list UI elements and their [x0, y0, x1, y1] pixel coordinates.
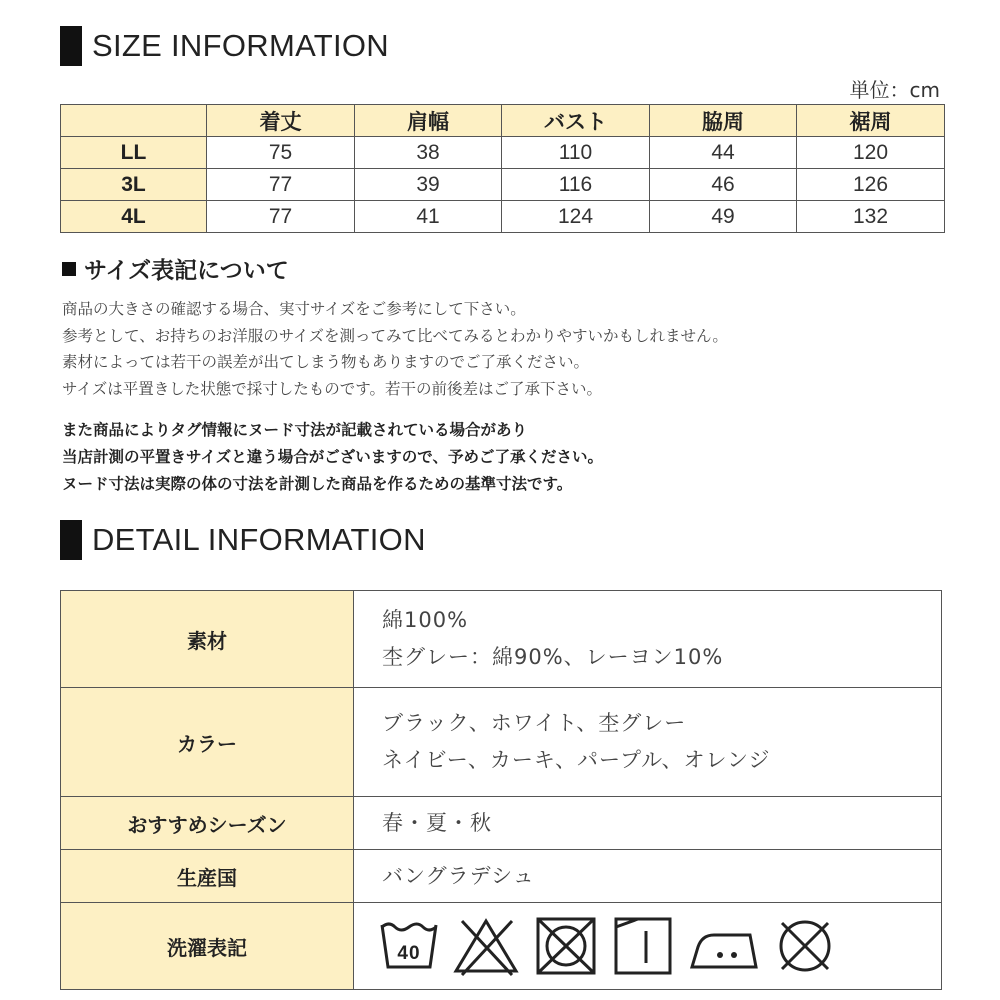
note-line: 素材によっては若干の誤差が出てしまう物もありますのでご了承ください。 [62, 353, 590, 371]
detail-table [60, 590, 942, 990]
about-size-heading [62, 252, 289, 285]
table-cell: 38 [355, 137, 502, 169]
detail-row-color [61, 688, 942, 797]
detail-value-line: 綿100% [382, 608, 469, 632]
table-cell: 77 [207, 201, 355, 233]
detail-row-season [61, 797, 942, 850]
no-bleach-icon [450, 913, 522, 979]
no-dry-clean-icon [772, 913, 838, 979]
note-line: 商品の大きさの確認する場合、実寸サイズをご参考にして下さい。 [62, 300, 526, 318]
table-row [61, 137, 945, 169]
table-cell: 46 [650, 169, 797, 201]
size-table-header-hem: 裾周 [797, 105, 945, 137]
detail-value [354, 850, 942, 903]
size-table [60, 104, 945, 233]
size-notes [62, 296, 728, 402]
size-table-header-armhole: 脇周 [650, 105, 797, 137]
table-cell: 49 [650, 201, 797, 233]
detail-value [354, 797, 942, 850]
table-row [61, 201, 945, 233]
bold-note-line: ヌード寸法は実際の体の寸法を計測した商品を作るための基準寸法です。 [62, 475, 573, 493]
iron-low-icon [684, 913, 764, 979]
detail-value [354, 688, 942, 797]
table-cell: 39 [355, 169, 502, 201]
detail-row-care [61, 903, 942, 990]
size-section-heading [60, 26, 389, 66]
table-cell: 124 [502, 201, 650, 233]
heading-bar [60, 26, 82, 66]
detail-section-title: DETAIL INFORMATION [92, 522, 426, 557]
size-notes-bold [62, 417, 603, 498]
size-table-header-row [61, 105, 945, 137]
square-bullet-icon [62, 262, 76, 276]
table-cell: 120 [797, 137, 945, 169]
size-table-header-shoulder: 肩幅 [355, 105, 502, 137]
detail-section-heading [60, 520, 426, 560]
detail-label: 洗濯表記 [61, 903, 354, 990]
table-cell: 77 [207, 169, 355, 201]
table-cell: 75 [207, 137, 355, 169]
detail-value-line: ネイビー、カーキ、パープル、オレンジ [382, 748, 771, 772]
table-cell: 116 [502, 169, 650, 201]
care-icons [376, 913, 941, 979]
size-label: 4L [61, 201, 207, 233]
size-table-header-bust: バスト [502, 105, 650, 137]
detail-row-country [61, 850, 942, 903]
line-dry-icon [610, 913, 676, 979]
detail-value-line: 春・夏・秋 [382, 810, 492, 835]
detail-value [354, 591, 942, 688]
about-size-title: サイズ表記について [84, 258, 289, 284]
note-line: サイズは平置きした状態で採寸したものです。若干の前後差はご了承下さい。 [62, 379, 603, 398]
table-cell: 44 [650, 137, 797, 169]
table-cell: 132 [797, 201, 945, 233]
detail-row-material [61, 591, 942, 688]
wash-temp-label: 40 [397, 943, 421, 964]
detail-label: 素材 [61, 591, 354, 688]
care-icons-cell [354, 903, 942, 990]
detail-label: おすすめシーズン [61, 797, 354, 850]
table-cell: 110 [502, 137, 650, 169]
size-table-header-length: 着丈 [207, 105, 355, 137]
detail-value-line: 杢グレー：綿90%、レーヨン10% [382, 645, 724, 669]
table-row [61, 169, 945, 201]
table-cell: 126 [797, 169, 945, 201]
table-cell: 41 [355, 201, 502, 233]
detail-value-line: バングラデシュ [382, 863, 535, 888]
unit-note: 単位：cm [849, 78, 940, 102]
size-section-title: SIZE INFORMATION [92, 28, 389, 63]
size-label: 3L [61, 169, 207, 201]
wash-40-icon [376, 913, 442, 979]
size-table-header-corner [61, 105, 207, 137]
detail-value-line: ブラック、ホワイト、杢グレー [382, 711, 687, 735]
note-line: 参考として、お持ちのお洋服のサイズを測ってみて比べてみるとわかりやすいかもしれません。 [62, 326, 728, 345]
bold-note-line: また商品によりタグ情報にヌード寸法が記載されている場合があり [62, 421, 528, 439]
bold-note-line: 当店計測の平置きサイズと違う場合がございますので、予めご了承ください。 [62, 448, 603, 466]
detail-label: 生産国 [61, 850, 354, 903]
size-label: LL [61, 137, 207, 169]
heading-bar [60, 520, 82, 560]
detail-label: カラー [61, 688, 354, 797]
no-tumble-dry-icon [530, 913, 602, 979]
